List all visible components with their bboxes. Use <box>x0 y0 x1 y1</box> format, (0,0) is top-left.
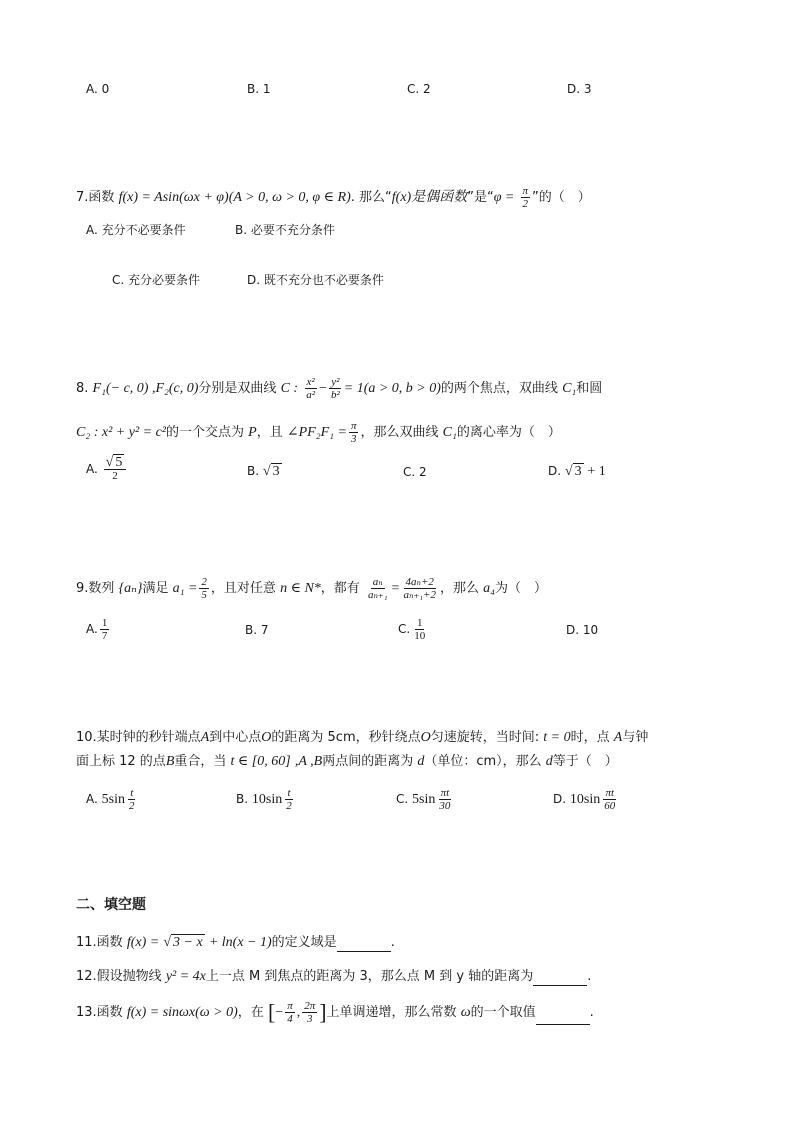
q8-option-a: A. $\frac{√ 5}{2}$ <box>86 457 128 482</box>
question-9 <box>76 576 547 601</box>
q6-option-a: A. 0 <box>86 82 110 96</box>
q9-left-frac: $\frac{\text{aₙ}}{\text{aₙ₊₁}}$ <box>367 576 388 601</box>
q10-option-a: A. 5sin $\frac{t}{2}$ <box>86 787 135 812</box>
q8-text6: ，那么双曲线 <box>360 425 439 440</box>
q9-seq: {aₙ} <box>118 581 143 596</box>
section-2-heading: 二、填空题 <box>76 897 146 913</box>
q7-pre: 函数 <box>88 190 115 205</box>
question-11: 11.函数 f(x) = √ 3 − x + ln(x − 1)的定义域是 . <box>76 935 395 950</box>
q9-a4: a₄ <box>483 581 495 596</box>
q12-answer-blank[interactable] <box>533 985 587 986</box>
q8-text4: 的一个交点为 <box>166 425 245 440</box>
q7-option-d: D. 既不充分也不必要条件 <box>247 273 384 287</box>
q8-circle: C₂ : x² + y² = c² <box>76 425 166 440</box>
q8-c1: C₁ <box>562 381 577 396</box>
q9-option-a: A. $\frac{1}{7}$ <box>86 617 108 642</box>
q11-answer-blank[interactable] <box>337 951 391 952</box>
q9-eq: = <box>391 581 400 596</box>
q8-foci: F₁(− c, 0) ,F₂(c, 0) <box>92 381 199 396</box>
q7-fraction: $\frac{\pi}{2}$ <box>522 185 529 210</box>
question-10-line-1: 10.某时钟的秒针端点A到中心点O的距离为 5cm，秒针绕点O匀速旋转，当时间: t = 0时，点 A与钟 <box>76 730 649 745</box>
q6-option-c: C. 2 <box>407 82 431 96</box>
q6-option-b: B. 1 <box>247 82 271 96</box>
q8-frac-x: $\frac{\text{x²}}{\text{a²}}$ <box>306 376 316 401</box>
question-12: 12.假设抛物线 y² = 4x上一点 M 到焦点的距离为 3，那么点 M 到 y 轴的距离为 . <box>76 969 592 984</box>
q10-option-c: C. 5sin $\frac{\pi t}{30}$ <box>396 787 451 812</box>
question-7 <box>76 185 591 210</box>
q8-text5: ，且 <box>256 425 283 440</box>
q8-eq: = 1(a > 0, b > 0) <box>343 381 441 396</box>
q7-number: 7. <box>76 190 89 205</box>
q9-text3: ，且对任意 <box>210 581 276 596</box>
question-13: 13.函数 f(x) = sinωx(ω > 0)，在 [− $\frac{\pi}{4}$ , $\frac{2\pi}{3}$ ]上单调递增，那么常数 ω的一个取值 . <box>76 999 594 1025</box>
q10-option-d: D. 10sin $\frac{\pi t}{60}$ <box>553 787 616 812</box>
q9-text4: ，都有 <box>320 581 360 596</box>
q8-angle: ∠PF₂F₁ = <box>286 425 347 440</box>
q7-option-c: C. 充分必要条件 <box>112 273 201 287</box>
question-10-line-2: 面上标 12 的点B重合，当 t ∈ [0, 60] ,A ,B两点间的距离为 d（单位：cm），那么 d等于（ ） <box>76 754 618 769</box>
q9-option-b: B. 7 <box>245 623 269 637</box>
q7-condition: f(x)是偶函数 <box>391 190 468 205</box>
q10-option-b: B. 10sin $\frac{t}{2}$ <box>236 787 292 812</box>
q8-angle-frac: $\frac{\pi}{3}$ <box>350 420 357 445</box>
q7-mid2: ”是“ <box>467 190 494 205</box>
q9-right-frac: $\frac{\text{4aₙ+2}}{\text{aₙ₊₁+2}}$ <box>403 576 436 601</box>
q9-option-d: D. 10 <box>566 623 599 637</box>
q9-text1: 数列 <box>88 581 115 596</box>
q9-option-c: C. $\frac{1}{10}$ <box>398 617 426 642</box>
q9-a1-frac: $\frac{2}{5}$ <box>201 576 207 601</box>
q8-p: P <box>248 425 257 440</box>
q6-option-d: D. 3 <box>567 82 592 96</box>
q9-text6: 为（ ） <box>494 581 547 596</box>
q13-answer-blank[interactable] <box>536 1024 590 1025</box>
question-8-line-2 <box>76 420 561 445</box>
q8-number: 8. <box>76 381 89 396</box>
q7-tail: ”的（ ） <box>532 190 591 205</box>
q9-text5: ，那么 <box>439 581 479 596</box>
q9-text2: 满足 <box>142 581 169 596</box>
q8-text7: 的离心率为（ ） <box>456 425 561 440</box>
q9-number: 9. <box>76 581 89 596</box>
q8-option-c: C. 2 <box>403 465 427 479</box>
q7-phi: φ = <box>493 190 515 205</box>
q9-a1: a₁ = <box>172 581 198 596</box>
q8-option-b: B. √ 3 <box>247 464 280 479</box>
q8-frac-y: $\frac{\text{y²}}{\text{b²}}$ <box>330 376 340 401</box>
q8-option-d: D. √ 3 + 1 <box>548 464 606 479</box>
q8-minus: − <box>319 381 327 396</box>
q8-curve: C : <box>280 381 299 396</box>
q8-c1b: C₁ <box>442 425 457 440</box>
q7-function: f(x) = Asin(ωx + φ)(A > 0, ω > 0, φ ∈ R) <box>118 190 351 205</box>
q9-n: n ∈ N* <box>280 581 321 596</box>
q8-text1: 分别是双曲线 <box>198 381 277 396</box>
q8-text3: 和圆 <box>576 381 603 396</box>
question-8-line-1 <box>76 376 602 401</box>
q7-mid1: . 那么“ <box>350 190 392 205</box>
q8-text2: 的两个焦点，双曲线 <box>440 381 558 396</box>
q7-option-b: B. 必要不充分条件 <box>235 223 335 237</box>
q7-option-a: A. 充分不必要条件 <box>86 223 186 237</box>
